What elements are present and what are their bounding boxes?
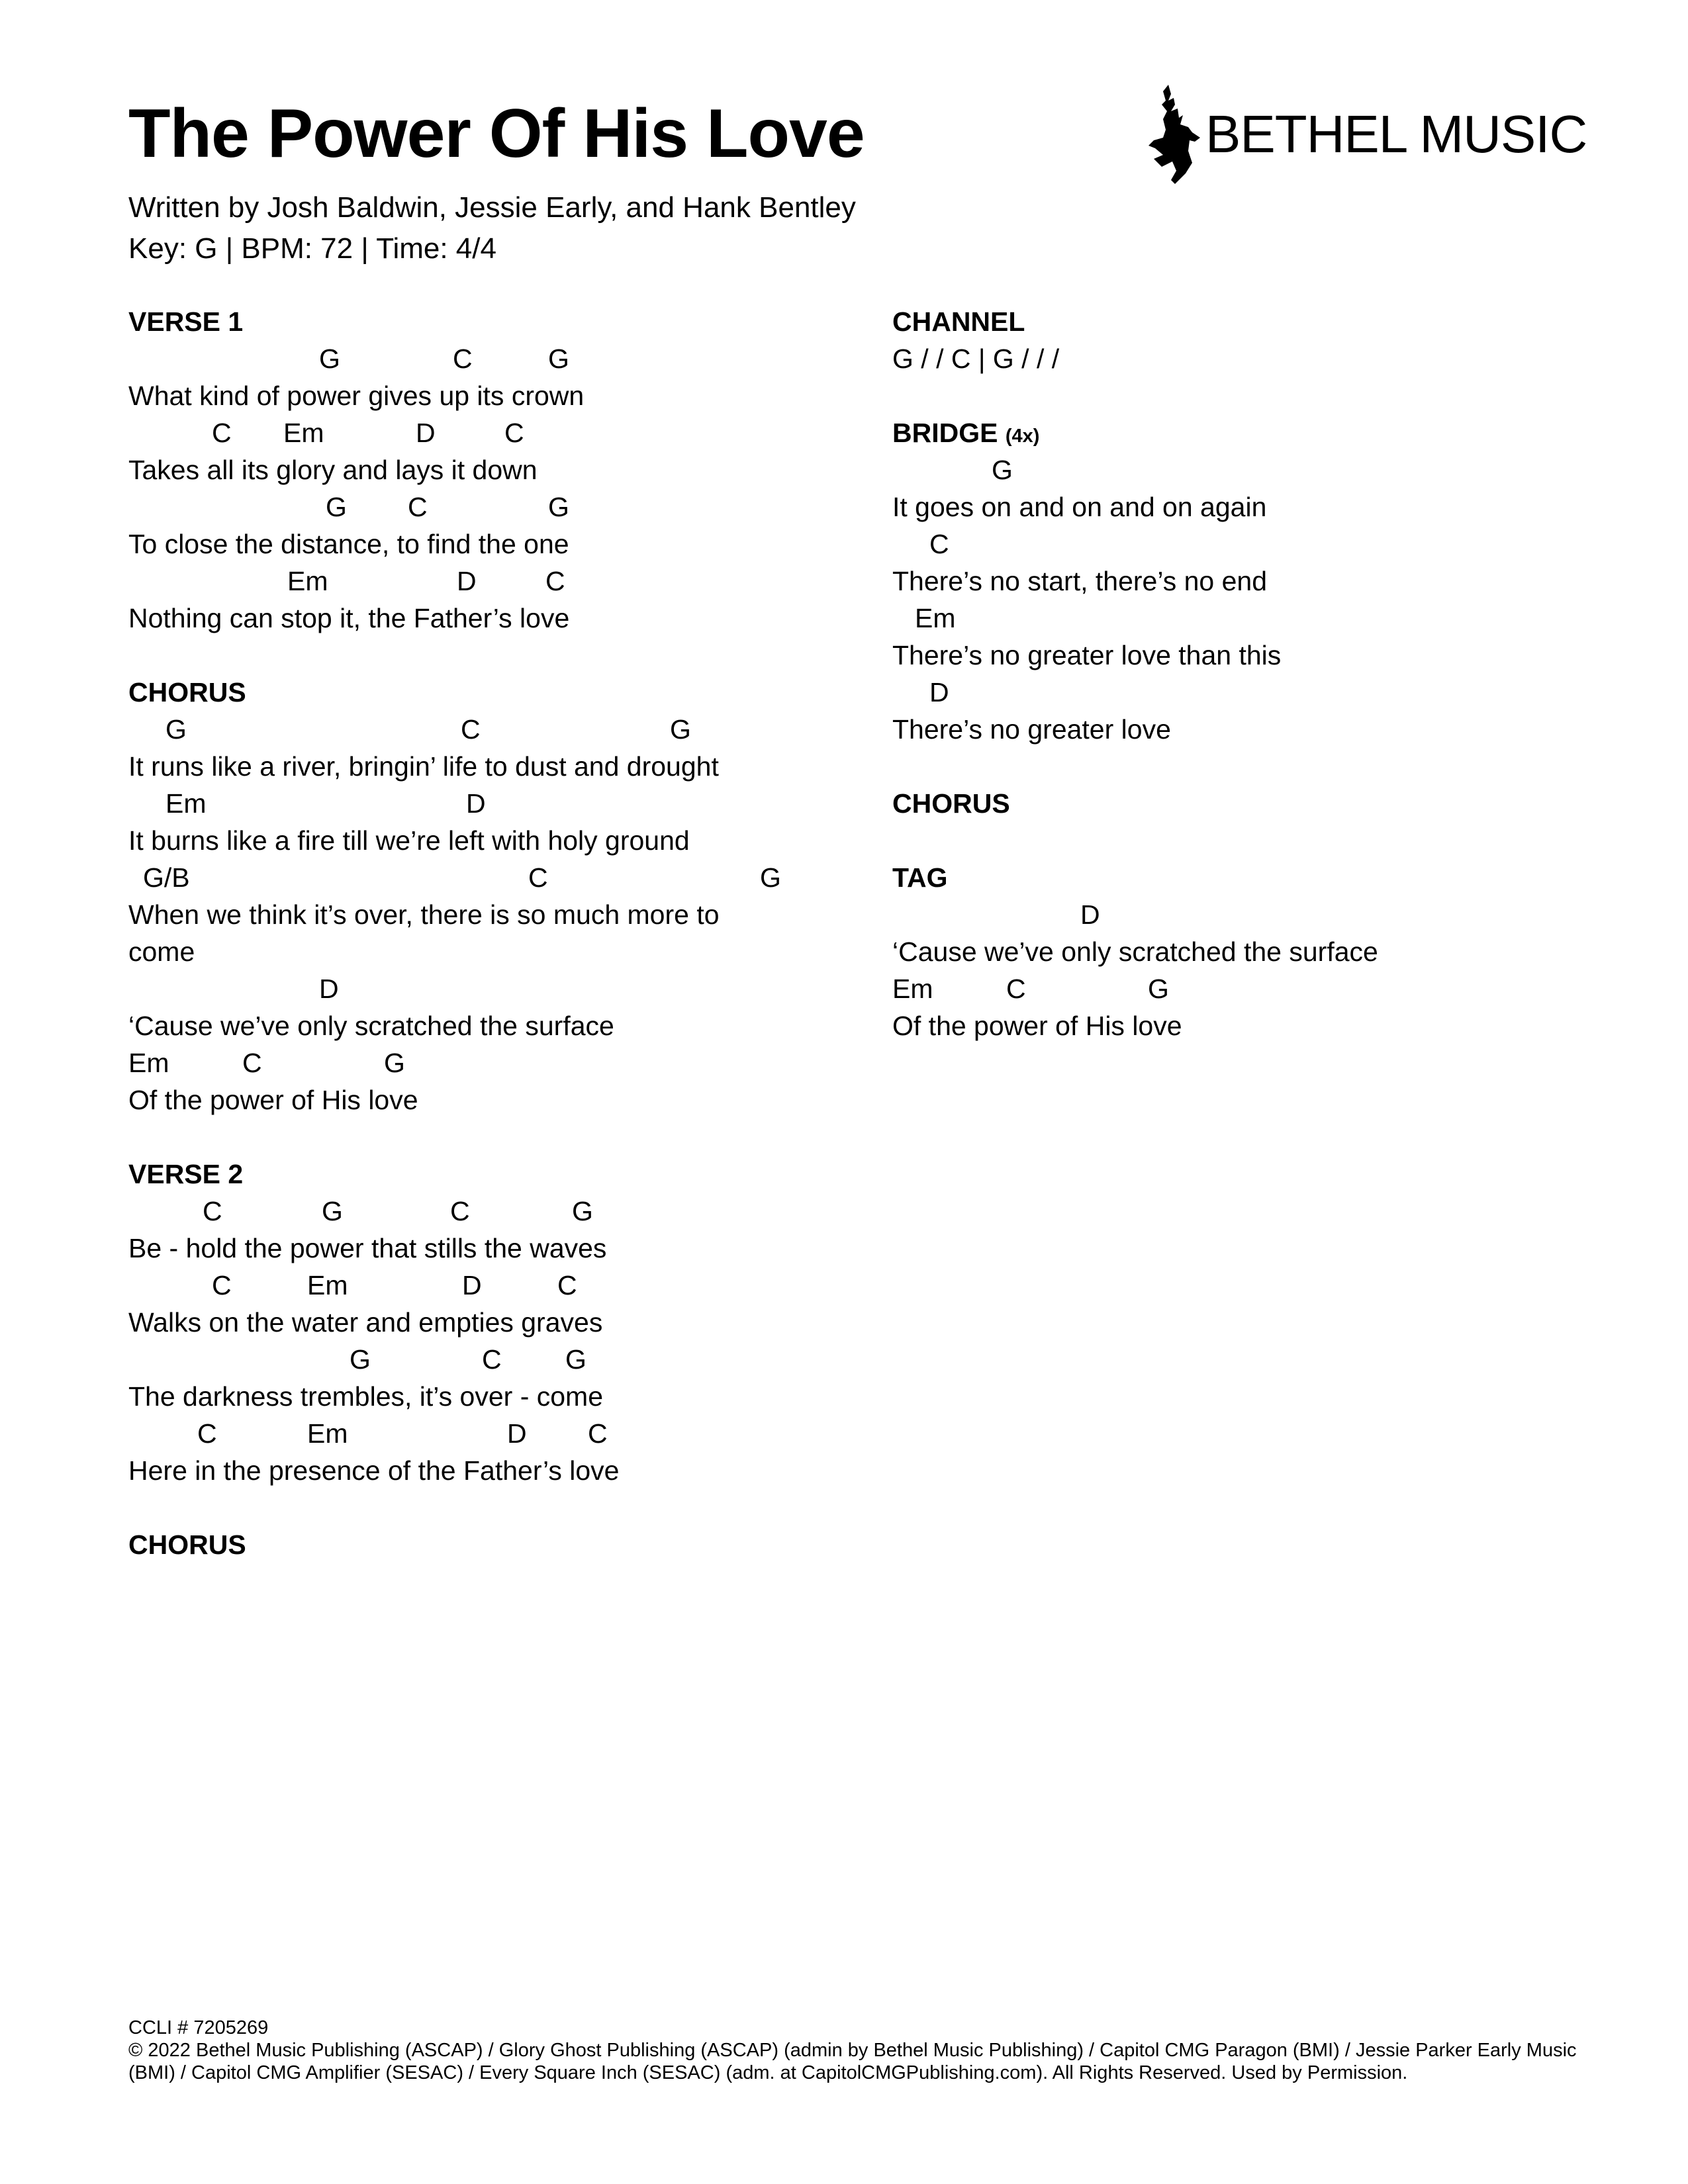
lyric-line: When we think it’s over, there is so much more to come [128, 899, 720, 967]
lyric-line: There’s no greater love [892, 714, 1171, 745]
chord: C [408, 492, 428, 522]
chord: C [1006, 974, 1026, 1004]
section-label [892, 414, 1594, 451]
chord: Em [915, 603, 956, 633]
chord: D [416, 418, 436, 448]
chord: D [319, 974, 339, 1004]
lyric-line: ‘Cause we’ve only scratched the surface [892, 936, 1378, 967]
right-column [892, 303, 1594, 1081]
channel-section [892, 303, 1594, 377]
chord: C [504, 418, 524, 448]
chord: C [588, 1418, 608, 1449]
chorus-section [128, 674, 817, 1118]
section-label: CHANNEL [892, 306, 1025, 337]
lyric-line: The darkness trembles, it’s over - come [128, 1381, 603, 1412]
repeat-count: (4x) [1005, 426, 1040, 447]
left-column [128, 303, 817, 1600]
logo-text: BETHEL MUSIC [1205, 105, 1587, 163]
bridge-section [892, 414, 1594, 748]
chord: C [482, 1344, 502, 1375]
chord: Em [128, 1048, 169, 1078]
lyric-line: Here in the presence of the Father’s love [128, 1455, 620, 1486]
chord: G [322, 1196, 343, 1226]
song-meta: Key: G | BPM: 72 | Time: 4/4 [128, 232, 496, 265]
chord: Em [892, 974, 933, 1004]
chord: G/B [143, 862, 190, 893]
chord: Em [287, 566, 328, 596]
section-label: TAG [892, 862, 948, 893]
copyright-notice: © 2022 Bethel Music Publishing (ASCAP) / Glory Ghost Publishing (ASCAP) (admin by Bethel Music Publishing) / Capitol CMG Paragon (BMI) / Jessie Parker Early Music (BMI) / Capitol CMG Amplifier (SESAC) / Every Square Inch (SESAC) (adm. at CapitolCMGPublishing.com). All Rights Reserved. Used by Permission. [128, 2040, 1577, 2083]
lyric-line: Walks on the water and empties graves [128, 1307, 603, 1338]
chord: G [350, 1344, 371, 1375]
bethel-music-logo [1149, 85, 1587, 184]
chorus-repeat-section [892, 785, 1594, 822]
writers-credit: Written by Josh Baldwin, Jessie Early, and Hank Bentley [128, 191, 856, 224]
section-label: VERSE 2 [128, 1159, 244, 1189]
chord: G [319, 343, 340, 374]
chord: G [572, 1196, 593, 1226]
lyric-line: It goes on and on and on again [892, 492, 1267, 522]
lyric-line: To close the distance, to find the one [128, 529, 569, 559]
chord: C [212, 1270, 232, 1300]
chord: Em [307, 1418, 348, 1449]
lyric-line: Be - hold the power that stills the waves [128, 1233, 607, 1263]
chord: G [165, 714, 187, 745]
chord: G [992, 455, 1013, 485]
song-title: The Power Of His Love [128, 95, 865, 172]
chord: C [545, 566, 565, 596]
chord: C [461, 714, 481, 745]
chord: G [565, 1344, 586, 1375]
chord: D [929, 677, 949, 707]
lyric-line: Of the power of His love [128, 1085, 418, 1115]
chord: G [1148, 974, 1169, 1004]
ccli-number: CCLI # 7205269 [128, 2017, 269, 2038]
bridge-label: BRIDGE [892, 418, 998, 448]
lyric-line: It runs like a river, bringin’ life to dust and drought [128, 751, 719, 782]
verse-1-section [128, 303, 817, 637]
chord: D [1080, 899, 1100, 930]
chord: G [670, 714, 691, 745]
lyric-line: There’s no greater love than this [892, 640, 1282, 670]
chord-progression: G / / C | G / / / [892, 343, 1060, 374]
chord: C [528, 862, 548, 893]
verse-2-section [128, 1156, 817, 1489]
chord: D [466, 788, 486, 819]
section-label: CHORUS [128, 677, 246, 707]
chord: G [548, 343, 569, 374]
chord: C [242, 1048, 262, 1078]
chord: C [450, 1196, 470, 1226]
chord: Em [283, 418, 324, 448]
chord: G [760, 862, 781, 893]
lyric-line: ‘Cause we’ve only scratched the surface [128, 1011, 614, 1041]
lyric-line: It burns like a fire till we’re left with holy ground [128, 825, 690, 856]
tag-section [892, 859, 1594, 1044]
chord: C [197, 1418, 217, 1449]
section-label: VERSE 1 [128, 306, 244, 337]
chord: C [929, 529, 949, 559]
chord: G [326, 492, 347, 522]
lyric-line: Nothing can stop it, the Father’s love [128, 603, 570, 633]
chord: D [462, 1270, 482, 1300]
lyric-line: What kind of power gives up its crown [128, 381, 585, 411]
chord: G [548, 492, 569, 522]
chord: Em [165, 788, 207, 819]
chord: D [457, 566, 477, 596]
chord: C [212, 418, 232, 448]
footer [128, 2017, 1585, 2084]
section-label: CHORUS [892, 788, 1010, 819]
lyric-line: There’s no start, there’s no end [892, 566, 1267, 596]
lyric-line: Takes all its glory and lays it down [128, 455, 538, 485]
chord: Em [307, 1270, 348, 1300]
section-label: CHORUS [128, 1529, 246, 1560]
chord: C [453, 343, 473, 374]
chord: C [203, 1196, 222, 1226]
chord: C [557, 1270, 577, 1300]
chorus-repeat-section [128, 1526, 817, 1563]
chord: G [384, 1048, 405, 1078]
deer-head-icon [1149, 85, 1201, 184]
chord: D [507, 1418, 527, 1449]
lyric-line: Of the power of His love [892, 1011, 1182, 1041]
